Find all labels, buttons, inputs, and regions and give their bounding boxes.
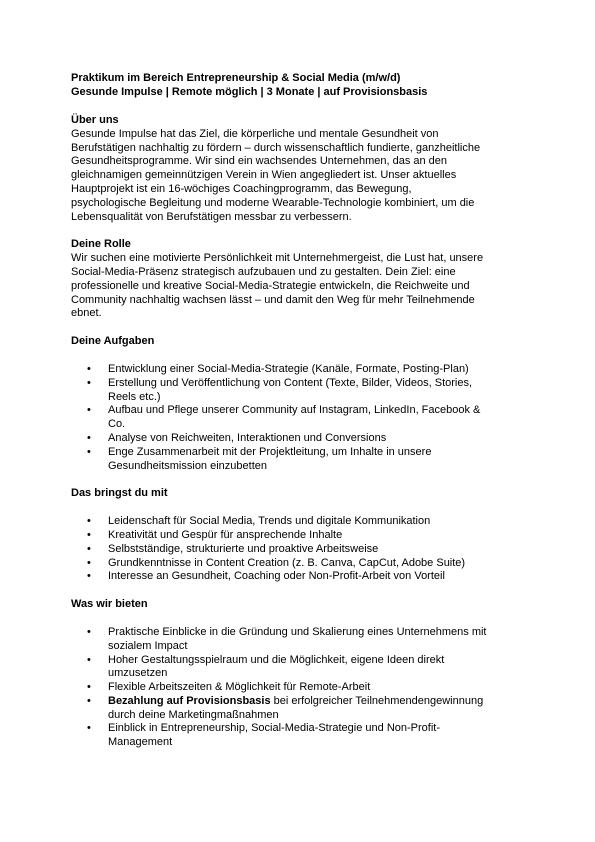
requirements-heading: Das bringst du mit [71,487,168,500]
bullet-icon: • [87,445,91,458]
about-line: psychologische Begleitung und moderne Wearable-Technologie kombiniert, um die [71,196,475,209]
list-item-text: Grundkenntnisse in Content Creation (z. B. Canva, CapCut, Adobe Suite) [108,556,466,569]
list-item [71,529,526,543]
list-item-text: Hoher Gestaltungsspielraum und die Möglichkeit, eigene Ideen direkt [108,653,445,666]
list-item-text: Erstellung und Veröffentlichung von Content (Texte, Bilder, Videos, Stories, [108,376,473,389]
list-item-text: Gesundheitsmission einzubetten [108,459,267,472]
about-line: Gesundheitsprogramme. Wir sind ein wachsendes Unternehmen, das an den [71,155,448,168]
offer-section [71,598,526,750]
role-line: professionelle und kreative Social-Media-Strategie entwickeln, die Reichweite und [71,279,470,292]
tasks-section [71,335,526,473]
offer-list [71,626,526,750]
list-item-text: Einblick in Entrepreneurship, Social-Media-Strategie und Non-Profit- [108,722,440,735]
bullet-icon: • [87,431,91,444]
about-line: gleichnamigen gemeinnützigen Verein in Wien angegliedert ist. Unser aktuelles [71,169,457,182]
about-heading: Über uns [71,114,119,126]
list-item [71,543,526,557]
job-title: Praktikum im Bereich Entrepreneurship & Social Media (m/w/d) [71,72,401,84]
bullet-icon: • [87,376,91,389]
bullet-icon: • [87,404,91,417]
bullet-icon: • [87,362,91,375]
job-subtitle: Gesunde Impulse | Remote möglich | 3 Monate | auf Provisionsbasis [71,85,428,98]
list-item [71,722,526,750]
job-title-block [71,72,526,100]
bullet-icon: • [87,625,91,638]
list-item [71,570,526,584]
list-item [71,446,526,474]
bullet-icon: • [87,722,91,735]
bullet-icon: • [87,681,91,694]
role-heading: Deine Rolle [71,238,131,251]
tasks-heading: Deine Aufgaben [71,335,155,348]
list-item-text: Reels etc.) [108,390,161,403]
list-item [71,654,526,682]
list-item-text: Entwicklung einer Social-Media-Strategie (Kanäle, Formate, Posting-Plan) [108,362,469,375]
list-item [71,557,526,571]
role-text [71,252,526,321]
list-item-text: Management [108,736,173,749]
bullet-icon: • [87,528,91,541]
about-line: Berufstätigen nachhaltig zu fördern – durch wissenschaftlich fundierte, ganzheitliche [71,141,481,154]
list-item [71,363,526,377]
list-item-text: Leidenschaft für Social Media, Trends und digitale Kommunikation [108,515,431,528]
list-item-text: umzusetzen [108,667,168,680]
requirements-section [71,487,526,584]
role-line: Wir suchen eine motivierte Persönlichkeit mit Unternehmergeist, die Lust hat, unsere [71,252,484,265]
list-item-text: Analyse von Reichweiten, Interaktionen und Conversions [108,431,387,444]
about-line: Hauptprojekt ist ein 16-wöchiges Coachingprogramm, das Bewegung, [71,182,412,195]
list-item [71,681,526,695]
list-item-text: Enge Zusammenarbeit mit der Projektleitung, um Inhalte in unsere [108,445,432,458]
list-item-text: Interesse an Gesundheit, Coaching oder Non-Profit-Arbeit von Vorteil [108,570,445,583]
requirements-list [71,515,526,584]
about-line: Lebensqualität von Berufstätigen messbar zu verbessern. [71,210,352,223]
role-line: Community nachhaltig wachsen lässt – und damit den Weg für mehr Teilnehmende [71,293,475,306]
payment-text: bei erfolgreicher Teilnehmendengewinnung [270,694,484,707]
bullet-icon: • [87,653,91,666]
list-item [71,377,526,405]
document-body [71,72,526,750]
bullet-icon: • [87,515,91,528]
about-section [71,114,526,224]
about-text [71,128,526,225]
bullet-icon: • [87,694,91,707]
list-item [71,515,526,529]
list-item-text: Flexible Arbeitszeiten & Möglichkeit für Remote-Arbeit [108,681,371,694]
list-item [71,404,526,432]
list-item-text [108,695,526,709]
list-item-text: sozialem Impact [108,639,188,652]
list-item-text: durch deine Marketingmaßnahmen [108,708,279,721]
bullet-icon: • [87,556,91,569]
list-item [71,432,526,446]
role-section [71,238,526,321]
list-item-text: Co. [108,418,126,431]
role-line: ebnet. [71,307,102,320]
offer-heading: Was wir bieten [71,598,148,611]
about-line: Gesunde Impulse hat das Ziel, die körperliche und mentale Gesundheit von [71,127,439,140]
role-line: Social-Media-Präsenz strategisch aufzubauen und zu gestalten. Dein Ziel: eine [71,265,456,278]
list-item-text: Selbstständige, strukturierte und proaktive Arbeitsweise [108,542,379,555]
payment-highlight: Bezahlung auf Provisionsbasis [108,694,271,707]
list-item-text: Kreativität und Gespür für ansprechende Inhalte [108,528,343,541]
list-item-text: Aufbau und Pflege unserer Community auf Instagram, LinkedIn, Facebook & [108,404,481,417]
bullet-icon: • [87,570,91,583]
list-item-text: Praktische Einblicke in die Gründung und Skalierung eines Unternehmens mit [108,625,487,638]
list-item [71,626,526,654]
bullet-icon: • [87,542,91,555]
list-item [71,695,526,723]
tasks-list [71,363,526,473]
